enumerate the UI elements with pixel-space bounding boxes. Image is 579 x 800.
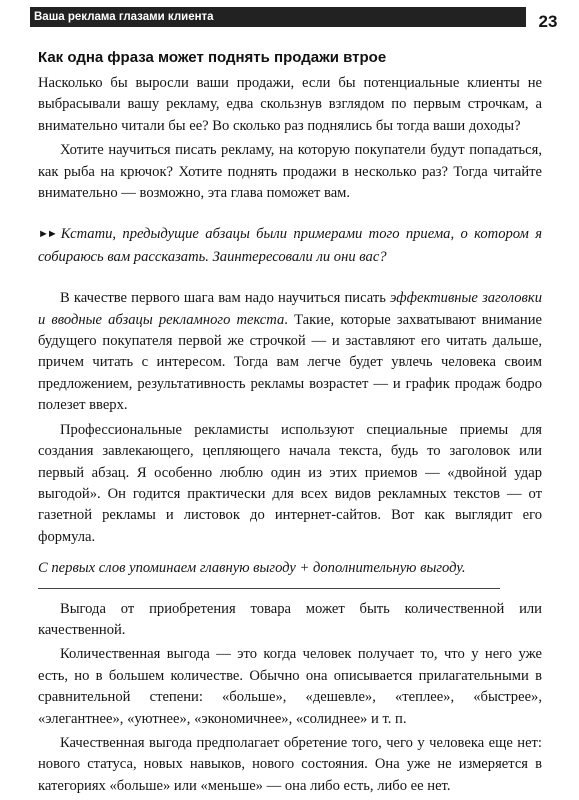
paragraph-hook: Хотите научиться писать рекламу, на которую покупатели будут попадаться, как рыба на крючок? Хотите поднять продажи в несколько раз? Тогда читайте внимательно — возможно, эта глава поможет вам. [38,142,542,202]
paragraph-techniques: Профессиональные рекламисты используют специальные приемы для создания завлекающего, цепляющего начала текста, будь то заголовок или первый абзац. Я особенно люблю один из этих приемов — «двойной удар выгодой». Он годится практически для всех видов рекламных текстов — от газетной рекламы и листовок до интернет-сайтов. Вот как выглядит его формула. [38,421,542,545]
author-note [38,224,542,268]
paragraph-qualitative: Качественная выгода предполагает обретение того, чего у человека еще нет: нового статуса, новых навыков, нового состояния. Она уже не измеряется в категориях «больше» или «меньше» — она либо есть, либо ее нет. [38,734,542,794]
paragraph-first-step-part-a: В качестве первого шага вам надо научиться писать [60,290,391,307]
formula-divider [38,588,500,589]
paragraph-first-step-emphasis: эффективные заголовки и вводные абзацы рекламного текста [38,290,542,328]
page-number: 23 [538,12,558,31]
paragraph-benefit-types: Выгода от приобретения товара может быть количественной или качественной. [38,600,542,638]
running-head: Ваша реклама глазами клиента [30,7,526,27]
author-note-text: Кстати, предыдущие абзацы были примерами того приема, о котором я собираюсь вам рассказать. Заинтересовали ли они вас? [38,226,542,265]
paragraph-first-step-part-b: . Такие, которые захватывают внимание будущего покупателя первой же строчкой — и заставляют его читать дальше, причем читать с интересом. Тогда вам легче будет увлечь человека своим предложением, результативность рекламы возрастет — и график продаж бодро полезет вверх. [38,311,542,414]
paragraph-quantitative: Количественная выгода — это когда человек получает то, что у него уже есть, но в большем количестве. Обычно она описывается прилагательными в сравнительной степени: «больше», «дешевле», «теплее», «быстрее», «элегантнее», «уютнее», «экономичнее», «солиднее» и т. п. [38,646,542,727]
section-title: Как одна фраза может поднять продажи втрое [38,49,387,66]
page-content [38,48,542,797]
formula-line: С первых слов упоминаем главную выгоду + дополнительную выгоду. [38,560,466,577]
paragraph-first-step [38,288,542,416]
double-arrow-icon: ►► [38,228,56,241]
paragraph-intro: Насколько бы выросли ваши продажи, если бы потенциальные клиенты не выбрасывали вашу рекламу, едва скользнув взглядом по первым строчкам, а внимательно читали бы ее? Во сколько раз поднялись бы тогда ваши доходы? [38,75,542,134]
